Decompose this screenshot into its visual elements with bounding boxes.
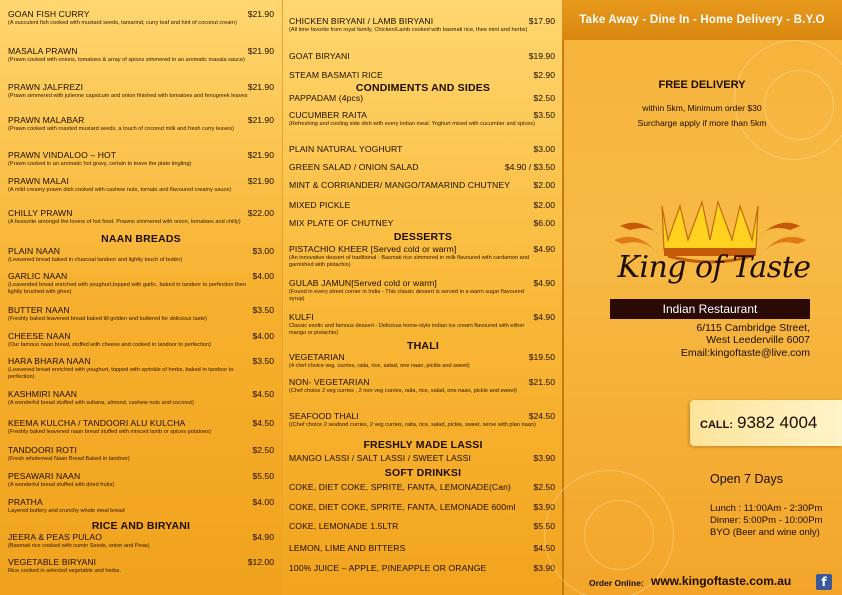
menu-item <box>289 453 555 463</box>
menu-item-name: VEGETARIAN <box>289 352 345 362</box>
menu-item-price: $17.90 <box>528 16 555 26</box>
menu-item-price: $4.90 <box>533 244 555 254</box>
menu-item <box>8 176 274 194</box>
menu-item <box>289 70 555 80</box>
menu-item <box>289 200 555 210</box>
menu-item <box>289 312 555 336</box>
menu-item-price: $3.00 <box>533 144 555 154</box>
menu-item-price: $21.90 <box>247 46 274 56</box>
menu-item-name: GOAT BIRYANI <box>289 51 350 61</box>
menu-item-name: CHILLY PRAWN <box>8 208 73 218</box>
menu-item <box>8 46 274 64</box>
menu-column-1 <box>0 0 282 595</box>
menu-item-description: Rice cooked in selected vegetable and herbs. <box>8 568 121 574</box>
facebook-icon[interactable]: f <box>816 574 832 590</box>
menu-item-name: CHEESE NAAN <box>8 331 71 341</box>
menu-item <box>289 218 555 228</box>
menu-item <box>289 110 555 128</box>
menu-item-name: SEAFOOD THALI <box>289 411 359 421</box>
menu-item-name: KASHMIRI NAAN <box>8 389 78 399</box>
menu-item-name: JEERA & PEAS PULAO <box>8 532 102 542</box>
menu-item <box>8 271 274 295</box>
menu-column-2 <box>282 0 562 595</box>
menu-item <box>8 557 274 575</box>
delivery-surcharge: Surcharge apply if more than 5km <box>637 118 767 128</box>
menu-item-description: (Basmati rice cooked with cumin Seeds, onion and Peas) <box>8 543 150 549</box>
service-banner: Take Away - Dine In - Home Delivery - B.Y.O <box>562 0 842 40</box>
menu-item <box>289 162 555 172</box>
menu-item-price: $24.50 <box>528 411 555 421</box>
menu-item <box>8 418 274 436</box>
menu-item-name: PAPPADAM (4pcs) <box>289 93 364 103</box>
menu-item-description: (All time favorite from royal family, Chicken/Lamb cooked with basmati rice, thee mint and herbs) <box>289 27 528 33</box>
menu-item-name: GREEN SALAD / ONION SALAD <box>289 162 419 172</box>
menu-item <box>8 356 274 380</box>
menu-item-description: (A succulent fish cooked with mustard seeds, tamarind, curry leaf and hint of coconut cream) <box>8 20 237 26</box>
menu-item-price: $21.90 <box>247 150 274 160</box>
menu-item <box>289 16 555 34</box>
menu-item-price: $3.50 <box>533 110 555 120</box>
free-delivery-title: FREE DELIVERY <box>658 79 746 91</box>
menu-item-description: (A favourite amongst the lovers of hot food. Prawns simmered with onion, tomatoes and chilly) <box>8 219 241 225</box>
menu-item <box>289 244 555 268</box>
indian-restaurant-banner: Indian Restaurant <box>610 299 810 319</box>
menu-item-price: $21.50 <box>528 377 555 387</box>
menu-item-description: (Leavened bread baked in charcoal tandoor and lightly touch of butter) <box>8 257 183 263</box>
menu-item-price: $5.50 <box>252 471 274 481</box>
menu-item-price: $21.90 <box>247 9 274 19</box>
section-heading: SOFT DRINKSI <box>384 467 462 479</box>
menu-item-price: $3.50 <box>252 305 274 315</box>
menu-item-name: PRAWN VINDALOO – HOT <box>8 150 117 160</box>
menu-item-description: (Leavended bread enriched with youghurt,topped with garlic, baked in tandoor to perfection then lightly brushed with ghee) <box>8 282 246 295</box>
menu-item-description: Layered buttery and crunchy whole meal bread <box>8 508 125 514</box>
call-label: CALL: <box>700 419 733 431</box>
menu-item-price: $22.00 <box>247 208 274 218</box>
section-heading: NAAN BREADS <box>101 233 181 245</box>
byo-note: BYO (Beer and wine only) <box>710 527 820 538</box>
menu-item-price: $3.90 <box>533 453 555 463</box>
section-heading: THALI <box>407 340 439 352</box>
menu-item <box>289 502 555 512</box>
menu-item-name: COKE, LEMONADE 1.5LTR <box>289 521 399 531</box>
menu-item <box>289 93 555 103</box>
website-link[interactable]: www.kingoftaste.com.au <box>651 574 792 588</box>
menu-item-name: MIX PLATE OF CHUTNEY <box>289 218 394 228</box>
menu-item-description: (A wonderful bread stuffed with dried fruits) <box>8 482 115 488</box>
menu-item-price: $21.90 <box>247 82 274 92</box>
email-address[interactable]: Email:kingoftaste@live.com <box>680 347 810 359</box>
menu-item-price: $4.00 <box>252 497 274 507</box>
menu-item-name: BUTTER NAAN <box>8 305 70 315</box>
menu-item-description: (Freshly baked leavened naan bread stuffed with minced lamb or spices potatoes) <box>8 429 211 435</box>
dinner-hours: Dinner: 5:00Pm - 10:00Pm <box>710 515 823 526</box>
menu-item-price: $4.00 <box>252 331 274 341</box>
menu-item <box>8 305 274 323</box>
menu-item-price: $19.50 <box>528 352 555 362</box>
menu-item-price: $4.00 <box>252 271 274 281</box>
section-heading: FRESHLY MADE LASSI <box>363 439 483 451</box>
menu-item <box>8 115 274 133</box>
menu-item-price: $3.00 <box>252 246 274 256</box>
menu-item-name: GOAN FISH CURRY <box>8 9 90 19</box>
menu-item-name: PISTACHIO KHEER [Served cold or warm] <box>289 244 457 254</box>
menu-item-price: $2.50 <box>533 93 555 103</box>
lunch-hours: Lunch : 11:00Am - 2:30Pm <box>710 503 823 514</box>
menu-item <box>289 521 555 531</box>
menu-item <box>8 445 274 463</box>
menu-item-name: PRAWN MALABAR <box>8 115 85 125</box>
menu-item <box>8 208 274 226</box>
menu-item-name: MANGO LASSI / SALT LASSI / SWEET LASSI <box>289 453 471 463</box>
section-heading: RICE AND BIRYANI <box>91 520 191 532</box>
phone-box <box>690 400 842 446</box>
menu-item-name: COKE, DIET COKE, SPRITE, FANTA, LEMONADE(Can) <box>289 482 511 492</box>
menu-item-price: $4.90 <box>252 532 274 542</box>
menu-item-name: COKE, DIET COKE, SPRITE, FANTA, LEMONADE 600ml <box>289 502 516 512</box>
menu-item <box>289 411 555 429</box>
menu-item-price: $3.90 <box>533 563 555 573</box>
menu-item <box>289 482 555 492</box>
menu-item-name: TANDOORI ROTI <box>8 445 77 455</box>
address-line-2: West Leederville 6007 <box>706 334 810 346</box>
menu-item-price: $2.50 <box>533 482 555 492</box>
menu-item-description: Classic exotic and famous dessert - Delicious home-style indian ice cream flavoured with either mango or pistachio) <box>289 323 525 336</box>
menu-item-name: MASALA PRAWN <box>8 46 78 56</box>
menu-item <box>289 352 555 370</box>
menu-item-price: $3.50 <box>252 356 274 366</box>
menu-item-price: $21.90 <box>247 176 274 186</box>
menu-item-description: (Prawn cooked with onions, tomatoes & array of spices simmered in an aromatic masala sauce) <box>8 57 245 63</box>
menu-item <box>8 471 274 489</box>
section-heading: CONDIMENTS AND SIDES <box>355 82 491 94</box>
menu-item-name: PRAWN MALAI <box>8 176 69 186</box>
menu-item-description: (An innovative dessert of traditional - Basmati rice simmered in milk flavoured with cardamon and garnished with pistachio) <box>289 255 530 268</box>
menu-item-name: CHICKEN BIRYANI / LAMB BIRYANI <box>289 16 434 26</box>
menu-item-description: (Chef choice 2 veg curries , 2 non veg curries, raita, rice, salad, one naan, pickle and sweet) <box>289 388 517 394</box>
menu-item-name: MIXED PICKLE <box>289 200 351 210</box>
menu-item-name: GULAB JAMUN[Served cold or warm] <box>289 278 437 288</box>
menu-item-description: (Fresh wholemeal Naan Bread Baked in tandoor) <box>8 456 130 462</box>
menu-item-description: (Freshly baked leavened bread baked till golden and buttered for delicious taste) <box>8 316 208 322</box>
brand-name: King of Taste <box>617 250 811 285</box>
address-line-1: 6/115 Cambridge Street, <box>696 322 810 334</box>
menu-item-description: (4 chef choice veg. curries, raita, rice, salad, one naan, pickle and sweet) <box>289 363 470 369</box>
menu-item <box>8 150 274 168</box>
menu-item <box>289 543 555 553</box>
menu-item <box>8 389 274 407</box>
menu-item-description: (Prawn simmered with julienne capsicum and onion finished with tomatoes and fenugreek leaves <box>8 93 248 99</box>
menu-item-price: $3.90 <box>533 502 555 512</box>
menu-item <box>8 9 274 27</box>
menu-item-name: PRATHA <box>8 497 43 507</box>
menu-item-price: $4.90 / $3.50 <box>504 162 555 172</box>
phone-number[interactable]: 9382 4004 <box>737 413 818 432</box>
menu-item-description: (Prawn cooked in an aromatic hot gravy, certain to leave the plate tingling) <box>8 161 192 167</box>
menu-item <box>289 563 555 573</box>
menu-item <box>8 331 274 349</box>
menu-item-name: VEGETABLE BIRYANI <box>8 557 97 567</box>
menu-item-price: $19.90 <box>528 51 555 61</box>
order-online-label: Order Online: <box>589 578 644 588</box>
menu-item-price: $4.90 <box>533 312 555 322</box>
menu-item-price: $6.00 <box>533 218 555 228</box>
menu-item-description: (Found in every street corner in India - This classic dessert is served in a warm sugar flavoured syrup) <box>289 289 524 302</box>
menu-item-price: $21.90 <box>247 115 274 125</box>
menu-item-name: LEMON, LIME AND BITTERS <box>289 543 406 553</box>
menu-item <box>8 497 274 515</box>
menu-item <box>289 278 555 302</box>
menu-item-name: KEEMA KULCHA / TANDOORI ALU KULCHA <box>8 418 186 428</box>
open-days: Open 7 Days <box>710 472 783 486</box>
menu-item-name: STEAM BASMATI RICE <box>289 70 383 80</box>
menu-item-price: $5.50 <box>533 521 555 531</box>
menu-item-description: (A mild creamy prawn dish cooked with cashew nuts, tomato and flavoured creamy sauce) <box>8 187 232 193</box>
menu-item-price: $2.90 <box>533 70 555 80</box>
menu-item-name: KULFI <box>289 312 314 322</box>
menu-item-name: CUCUMBER RAITA <box>289 110 368 120</box>
menu-item-description: ((Chef choice 2 seafood curries, 2 veg curries, raita, rice, salad, pickle, sweet. serve with plan naan) <box>289 422 536 428</box>
menu-item-name: NON- VEGETARIAN <box>289 377 370 387</box>
menu-item-name: MINT & CORRIANDER/ MANGO/TAMARIND CHUTNEY <box>289 180 511 190</box>
menu-item-name: PLAIN NAAN <box>8 246 61 256</box>
menu-item-description: (Our famous naan bread, stuffed with cheese and cooked in tandoor to perfection) <box>8 342 211 348</box>
menu-item-price: $4.50 <box>533 543 555 553</box>
menu-item <box>8 532 274 550</box>
delivery-minimum: within 5km, Minimum order $30 <box>642 103 762 113</box>
menu-item <box>289 377 555 395</box>
menu-item-name: PESAWARI NAAN <box>8 471 81 481</box>
menu-item-price: $12.00 <box>247 557 274 567</box>
menu-item-name: GARLIC NAAN <box>8 271 68 281</box>
menu-item-name: 100% JUICE – APPLE, PINEAPPLE OR ORANGE <box>289 563 487 573</box>
menu-item-price: $2.00 <box>533 200 555 210</box>
menu-item-name: HARA BHARA NAAN <box>8 356 91 366</box>
menu-item-description: (A wonderful bread stuffed with sultana, almond, cashew nuts and coconut) <box>8 400 194 406</box>
menu-item <box>8 82 274 100</box>
menu-item-price: $4.50 <box>252 418 274 428</box>
menu-item-name: PLAIN NATURAL YOGHURT <box>289 144 403 154</box>
menu-item <box>289 144 555 154</box>
menu-item-description: (Refreshing and cooling side dish with every indian meal. Yoghurt mixed with cucumber and spices) <box>289 121 535 127</box>
menu-item-price: $2.00 <box>533 180 555 190</box>
menu-item-description: (Leavened bread enriched with youghurt, topped with sprinkle of herbs, baked in tandoor to perfection) <box>8 367 234 380</box>
menu-item-price: $4.90 <box>533 278 555 288</box>
menu-item <box>289 51 555 61</box>
menu-item <box>8 246 274 264</box>
menu-item-price: $4.50 <box>252 389 274 399</box>
menu-item-price: $2.50 <box>252 445 274 455</box>
menu-item-description: (Prawn cooked with roasted mustard seeds, a touch of coconut milk and fresh curry leaves) <box>8 126 235 132</box>
menu-item <box>289 180 555 190</box>
menu-item-name: PRAWN JALFREZI <box>8 82 84 92</box>
section-heading: DESSERTS <box>393 231 453 243</box>
